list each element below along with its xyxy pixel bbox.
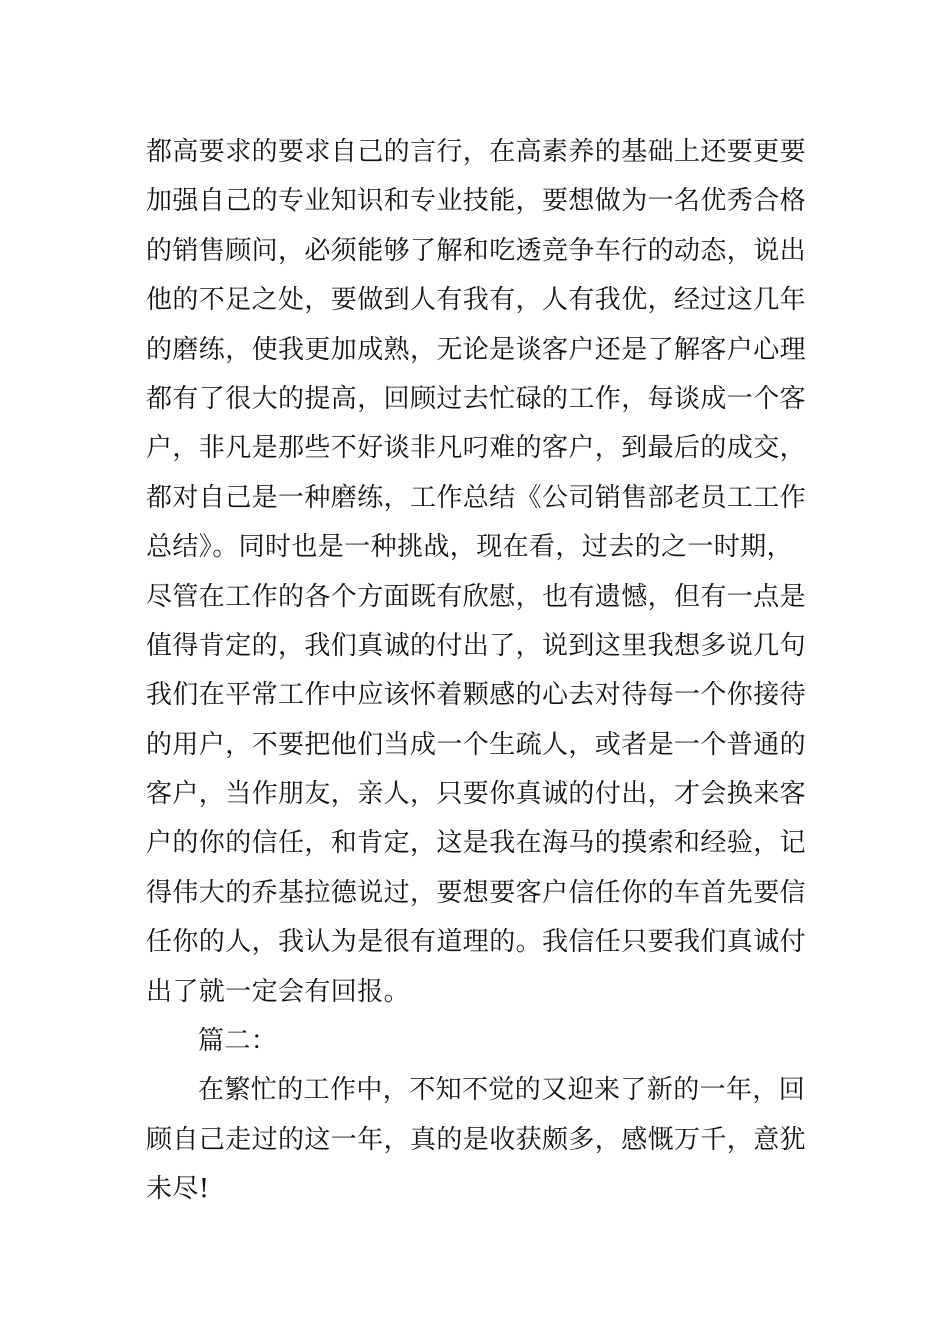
- text-line: 的磨练，使我更加成熟，无论是谈客户还是了解客户心理: [146, 334, 807, 365]
- text-line: 他的不足之处，要做到人有我有，人有我优，经过这几年: [146, 285, 807, 316]
- text-line: 都对自己是一种磨练，工作总结《公司销售部老员工工作: [146, 482, 807, 513]
- text-line: 的用户，不要把他们当成一个生疏人，或者是一个普通的: [146, 729, 807, 760]
- text-line: 的销售顾问，必须能够了解和吃透竞争车行的动态，说出: [146, 235, 807, 266]
- text-line: 户，非凡是那些不好谈非凡叼难的客户，到最后的成交，: [146, 433, 807, 464]
- text-line: 尽管在工作的各个方面既有欣慰，也有遗憾，但有一点是: [146, 581, 807, 612]
- text-line: 客户，当作朋友，亲人，只要你真诚的付出，才会换来客: [146, 779, 807, 810]
- text-line: 我们在平常工作中应该怀着颗感的心去对待每一个你接待: [146, 680, 807, 711]
- section-heading: 篇二：: [198, 1026, 278, 1057]
- text-line: 顾自己走过的这一年，真的是收获颇多，感慨万千，意犹: [146, 1124, 807, 1155]
- document-body: [146, 128, 816, 1215]
- text-line: 值得肯定的，我们真诚的付出了，说到这里我想多说几句: [146, 630, 807, 661]
- text-line: 都高要求的要求自己的言行，在高素养的基础上还要更要: [146, 137, 807, 167]
- text-line: 未尽!: [146, 1174, 210, 1205]
- text-line: 得伟大的乔基拉德说过，要想要客户信任你的车首先要信: [146, 877, 807, 908]
- text-line: 都有了很大的提高，回顾过去忙碌的工作，每谈成一个客: [146, 383, 807, 414]
- text-line: 出了就一定会有回报。: [146, 976, 411, 1007]
- text-line: 任你的人，我认为是很有道理的。我信任只要我们真诚付: [146, 927, 807, 958]
- text-line: 加强自己的专业知识和专业技能，要想做为一名优秀合格: [146, 186, 807, 217]
- text-line: 在繁忙的工作中，不知不觉的又迎来了新的一年，回: [198, 1075, 806, 1106]
- text-line: 总结》。同时也是一种挑战，现在看，过去的之一时期，: [146, 532, 794, 563]
- text-line: 户的你的信任，和肯定，这是我在海马的摸索和经验，记: [146, 828, 807, 859]
